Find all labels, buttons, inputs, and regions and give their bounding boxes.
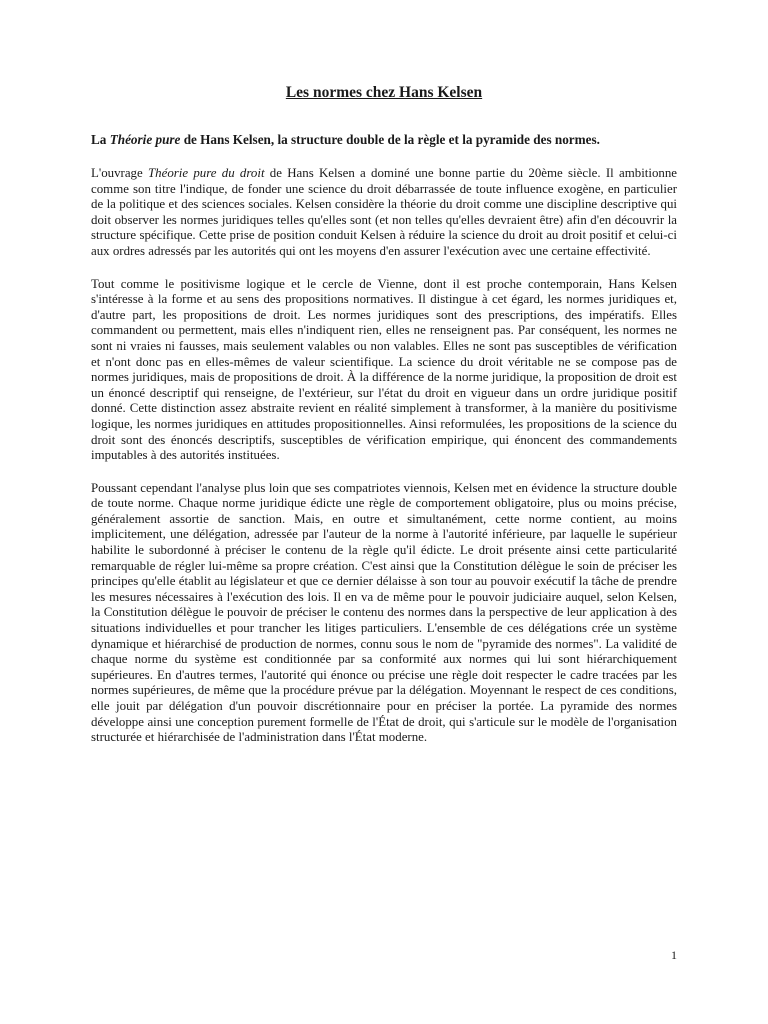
page-number: 1 bbox=[671, 948, 677, 962]
subtitle-prefix: La bbox=[91, 132, 110, 147]
document-title: Les normes chez Hans Kelsen bbox=[285, 84, 483, 101]
subtitle-italic: Théorie pure bbox=[109, 132, 181, 147]
paragraph-1 bbox=[91, 166, 677, 260]
paragraph-1-prefix: L'ouvrage bbox=[91, 166, 148, 180]
paragraph-1-text: de Hans Kelsen a dominé une bonne partie du 20ème siècle. Il ambitionne comme son titre l'indique, de fonder une science du droit débarrassée de toute influence exogène, en particulier de la politique et des sciences sociales. Kelsen considère la théorie du droit comme une discipline descriptive qui doit observer les normes juridiques telles qu'elles sont (et non telles qu'elles devraient être) afin d'en découvrir la structure spécifique. Cette prise de position conduit Kelsen à réduire la science du droit au droit positif et celui-ci aux ordres adressés par les autorités qui ont les moyens d'en assurer l'exécution avec une certaine effectivité. bbox=[91, 166, 677, 258]
paragraph-1-italic: Théorie pure du droit bbox=[147, 166, 265, 180]
paragraph-3 bbox=[91, 481, 677, 746]
paragraph-2-text: Tout comme le positivisme logique et le cercle de Vienne, dont il est proche contemporain, Hans Kelsen s'intéresse à la forme et au sens des propositions normatives. Il distingue à cet égard, les normes juridiques et, d'autre part, les propositions de droit. Les normes juridiques sont des prescriptions, des impératifs. Elles commandent ou permettent, mais elles n'indiquent rien, elles ne renseignent pas. Par conséquent, les normes ne sont ni vraies ni fausses, mais seulement valables ou non valables. Elles ne sont pas susceptibles de vérification et n'ont donc pas en elles-mêmes de valeur scientifique. La science du droit véritable ne se compose pas de normes juridiques, mais de propositions de droit. À la différence de la norme juridique, la proposition de droit est un énoncé descriptif qui renseigne, de l'extérieur, sur l'état du droit en vigueur dans un ordre juridique positif donné. Cette distinction assez abstraite revient en réalité simplement à transformer, à la manière du positivisme logique, les normes juridiques en attitudes propositionnelles. Ainsi reformulées, les propositions de la science du droit sont des énoncés descriptifs, susceptibles de vérification empirique, qui énoncent des commandements imputables à des autorités instituées. bbox=[91, 276, 677, 463]
paragraph-2 bbox=[91, 277, 677, 464]
subtitle-suffix: de Hans Kelsen, la structure double de la règle et la pyramide des normes. bbox=[180, 132, 600, 147]
document-subtitle bbox=[91, 132, 677, 148]
paragraph-3-text: Poussant cependant l'analyse plus loin que ses compatriotes viennois, Kelsen met en évidence la structure double de toute norme. Chaque norme juridique édicte une règle de comportement obligatoire, plus ou moins précise, généralement assortie de sanction. Mais, en outre et simultanément, cette norme contient, au moins implicitement, une délégation, adressée par l'auteur de la norme à l'autorité inférieure, par laquelle le supérieur habilite le subordonné à préciser le contenu de la règle qu'il édicte. Le droit présente ainsi cette particularité remarquable de régler lui-même sa propre création. C'est ainsi que la Constitution délègue le soin de préciser les principes qu'elle établit au législateur et que ce dernier délaisse à son tour au pouvoir exécutif la tâche de prendre les mesures nécessaires à l'exécution des lois. Il en va de même pour le pouvoir judiciaire auquel, selon Kelsen, la Constitution délègue le pouvoir de préciser le contenu des normes dans la perspective de leur application à des situations individuelles et pour trancher les litiges particuliers. L'ensemble de ces délégations crée un système dynamique et hiérarchisé de production de normes, connu sous le nom de "pyramide des normes". La validité de chaque norme du système est conditionnée par sa conformité aux normes qui lui sont hiérarchiquement supérieures. En d'autres termes, l'autorité qui énonce ou précise une règle doit respecter le cadre tracées par les normes supérieures, de même que la procédure prévue par la délégation. Moyennant le respect de ces conditions, elle jouit par délégation d'un pouvoir discrétionnaire pour en préciser la portée. La pyramide des normes développe ainsi une conception purement formelle de l'État de droit, qui s'articule sur le modèle de l'organisation structurée et hiérarchisée de l'administration dans l'État moderne. bbox=[91, 480, 677, 745]
